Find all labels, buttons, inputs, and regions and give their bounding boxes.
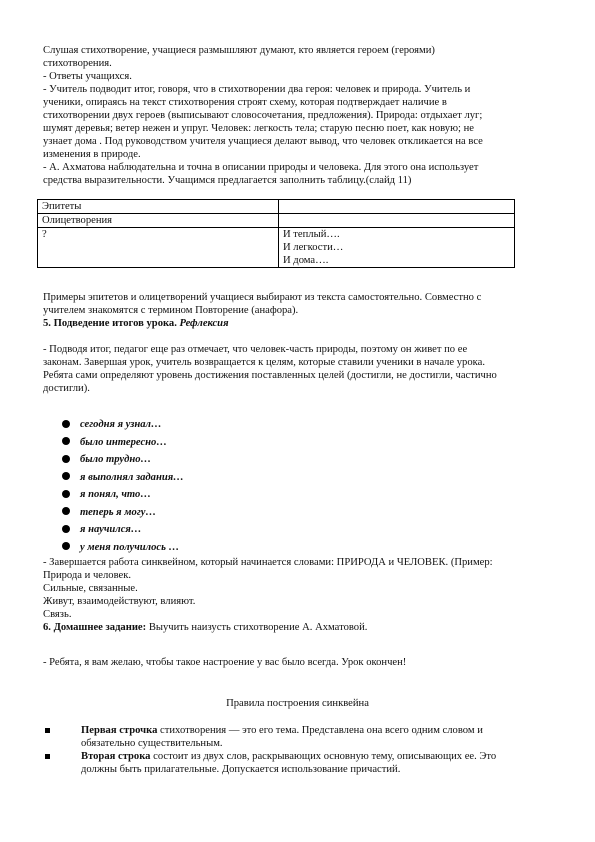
list-item: сегодня я узнал… [62,416,184,434]
bullet-icon [45,728,50,733]
text-line: стихотворении двух героев (выписывают словосочетания, предложения). Природа: отдыхает луг; [43,110,483,121]
text-line: Ребята сами определяют уровень достижения поставленных целей (достигли, не достигли, частично [43,370,497,381]
table-cell [279,214,515,228]
text-line: - Ответы учащихся. [43,71,132,82]
table-row [38,228,515,268]
list-item: у меня получилось … [62,539,184,557]
rules-list [43,724,558,776]
bullet-icon [62,507,70,515]
text-line: законам. Завершая урок, учитель возвращается к целям, которые ставили ученики в начале урока. [43,357,485,368]
paragraph-summary [43,343,553,395]
text-line: ученики, опираясь на текст стихотворения строят схему, которая подтверждает наличие в [43,97,447,108]
bullet-icon [62,472,70,480]
table-cell [279,200,515,214]
table-cell: Олицетворения [38,214,279,228]
table-row [38,200,515,214]
text-line: Связь. [43,609,72,620]
epithets-table [37,199,515,268]
text-line: Сильные, связанные. [43,583,138,594]
list-item: теперь я могу… [62,504,184,522]
text-line: Живут, взаимодействуют, влияют. [43,596,196,607]
table-cell: Эпитеты [38,200,279,214]
list-item: я выполнял задания… [62,469,184,487]
text-line: - А. Ахматова наблюдательна и точна в описании природы и человека. Для этого она использует [43,162,479,173]
bullet-icon [62,437,70,445]
list-item: было интересно… [62,434,184,452]
paragraph-examples [43,291,553,330]
list-item: я понял, что… [62,486,184,504]
list-item: было трудно… [62,451,184,469]
closing-line: - Ребята, я вам желаю, чтобы такое настроение у вас было всегда. Урок окончен! [43,657,407,668]
paragraph-analysis [43,44,553,187]
bullet-icon [62,455,70,463]
text-line: Примеры эпитетов и олицетворений учащиеся выбирают из текста самостоятельно. Совместно с [43,292,482,303]
bullet-icon [62,525,70,533]
text-line: Слушая стихотворение, учащиеся размышляют думают, кто является героем (героями) [43,45,435,56]
text-line: достигли). [43,383,90,394]
list-item: Вторая строка состоит из двух слов, раскрывающих основную тему, описывающих ее. Это должны быть прилагательные. Допускается использование причастий. [43,750,558,776]
text-line: средства выразительности. Учащимся предлагается заполнить таблицу.(слайд 11) [43,175,412,186]
table-cell: ? [38,228,279,268]
text-line: учителем знакомятся с термином Повторение (анафора). [43,305,299,316]
text-line: узнает дома . Под руководством учителя учащиеся делают вывод, что человек откликается на все [43,136,483,147]
table-row [38,214,515,228]
table-cell: И теплый…. И легкости… И дома…. [279,228,515,268]
text-line: - Учитель подводит итог, говоря, что в стихотворении два героя: человек и природа. Учитель и [43,84,471,95]
text-line: шумят деревья; ветер нежен и упруг. Человек: легкость тела; старую песню поет, как новую; не [43,123,474,134]
list-item: я научился… [62,521,184,539]
text-line: стихотворения. [43,58,112,69]
list-item: Первая строчка стихотворения — это его тема. Представлена она всего одним словом и обязательно существительным. [43,724,558,750]
bullet-icon [45,754,50,759]
text-line: - Подводя итог, педагог еще раз отмечает, что человек-часть природы, поэтому он живет по ее [43,344,468,355]
reflection-list [62,416,184,556]
homework-line: 6. Домашнее задание: Выучить наизусть стихотворение А. Ахматовой. [43,622,368,633]
bullet-icon [62,490,70,498]
text-line: изменения в природе. [43,149,141,160]
bullet-icon [62,542,70,550]
paragraph-cinquain [43,556,553,634]
text-line: - Завершается работа синквейном, который начинается словами: ПРИРОДА и ЧЕЛОВЕК. (Пример: [43,557,493,568]
bullet-icon [62,420,70,428]
rules-heading: Правила построения синквейна [226,698,369,709]
section-heading: 5. Подведение итогов урока. Рефлексия [43,318,229,329]
text-line: Природа и человек. [43,570,132,581]
